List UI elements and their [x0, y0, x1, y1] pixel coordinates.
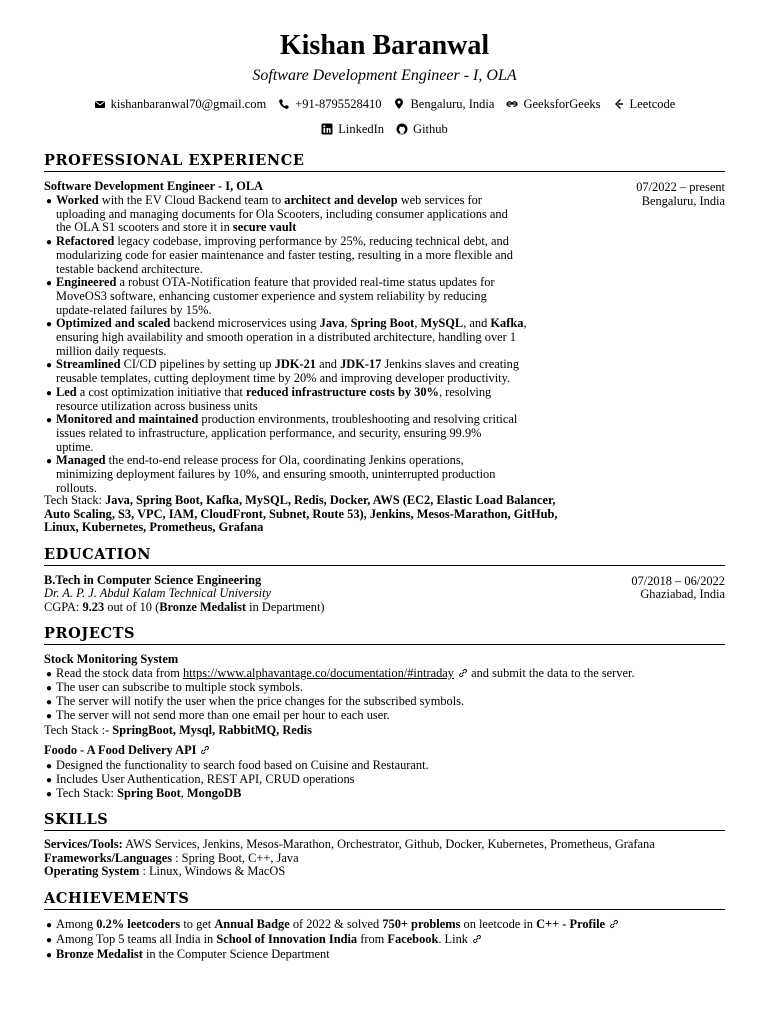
bullet-item [56, 194, 482, 208]
text: the end-to-end release process for Ola, coordinating Jenkins operations, [105, 453, 464, 468]
education-location: Ghaziabad, India [640, 587, 725, 601]
text-line [44, 508, 557, 522]
bold-text: 0.2% leetcoders [96, 917, 181, 931]
text-line [56, 304, 212, 318]
text: to get [180, 917, 215, 931]
text-line [56, 345, 166, 359]
bold-text: Managed [56, 453, 106, 468]
text: Read the stock data from [56, 666, 183, 680]
bullet-item [56, 787, 241, 801]
contact-text: LinkedIn [338, 122, 385, 136]
text: The server will not send more than one email per hour to each user. [56, 708, 390, 722]
bullet-mark: ● [46, 789, 53, 800]
bold-text: MySQL [420, 316, 464, 331]
bold-text: 750+ problems [382, 917, 461, 931]
text-line [44, 521, 263, 535]
text: ensuring high availability and smooth operation in a distributed architecture, handling over 1 [56, 330, 517, 344]
bold-text: MongoDB [186, 786, 242, 800]
bullet-mark: ● [46, 761, 53, 772]
text-line [56, 400, 258, 414]
project-title-foodo[interactable] [44, 744, 210, 758]
contact-text: Bengaluru, India [410, 97, 495, 111]
bold-text: Refactored [56, 234, 115, 249]
bullet-mark: ● [46, 237, 53, 249]
link-icon[interactable] [458, 668, 468, 678]
bullet-item [56, 386, 491, 400]
text-line [56, 208, 508, 222]
education-dates: 07/2018 – 06/2022 [631, 574, 725, 588]
bold-text: architect and develop [284, 193, 398, 207]
project-stock-tech [44, 724, 312, 738]
text-line [56, 331, 516, 345]
text: The server will notify the user when the price changes for the subscribed symbols. [56, 694, 465, 708]
bullet-item [56, 695, 464, 709]
bold-text: Led [56, 384, 77, 399]
text-line [44, 865, 285, 879]
experience-role: Software Development Engineer - I, OLA [44, 179, 264, 193]
contact-item-mail[interactable] [94, 97, 267, 112]
bold-text: secure vault [232, 220, 297, 235]
text-line [56, 468, 495, 482]
bullet-item [56, 948, 330, 962]
section-heading-education: EDUCATION [44, 546, 725, 566]
text: Among Top 5 teams all India in [56, 932, 217, 946]
bullet-item [56, 773, 355, 787]
bullet-mark: ● [46, 950, 53, 961]
text: Jenkins slaves and creating [381, 357, 520, 372]
bold-text: Auto Scaling, S3, VPC, IAM, CloudFront, Subnet, Route 53), Jenkins, Mesos-Marathon, GitHub, [44, 506, 558, 521]
text-line [56, 290, 487, 304]
bullet-mark: ● [46, 196, 53, 207]
bold-text: Spring Boot [117, 786, 181, 800]
geeksforgeeks-icon [506, 98, 518, 110]
contact-text: Leetcode [629, 97, 676, 111]
linkedin-icon [321, 123, 333, 135]
bold-text: Streamlined [56, 357, 121, 372]
contact-item-leetcode[interactable] [613, 97, 676, 112]
text: reusable templates, cutting deployment time by 20% and improving developer productivity. [56, 371, 511, 386]
text: CGPA: [44, 600, 83, 614]
bullet-item [56, 454, 464, 468]
contact-text: GeeksforGeeks [523, 97, 601, 111]
text: : Spring Boot, C++, Java [172, 850, 299, 865]
text-line [56, 249, 513, 263]
text: million daily requests. [56, 343, 167, 358]
text: , [414, 316, 421, 331]
text: rollouts. [56, 480, 97, 495]
text: from [357, 932, 388, 946]
link-icon[interactable] [472, 934, 482, 944]
bold-text: Java [319, 316, 345, 331]
bullet-item [56, 681, 303, 695]
section-heading-skills: SKILLS [44, 811, 725, 831]
candidate-name: Kishan Baranwal [279, 30, 490, 61]
text: uptime. [56, 439, 94, 454]
text: with the EV Cloud Backend team to [98, 193, 285, 207]
bullet-mark: ● [46, 683, 53, 694]
text: on leetcode in [460, 917, 537, 931]
education-degree: B.Tech in Computer Science Engineering [44, 573, 262, 587]
text: minimizing deployment failures by 10%, and ensuring smooth, uninterrupted production [56, 467, 496, 481]
section-heading-achievements: ACHIEVEMENTS [44, 890, 725, 910]
bold-text: C++ - Profile [536, 917, 606, 931]
text: CI/CD pipelines by setting up [120, 357, 275, 372]
text: uploading and managing documents for Ola Scooters, including consumer applications and [56, 206, 508, 221]
contact-item-linkedin[interactable] [321, 122, 384, 137]
text-line [56, 372, 510, 386]
text: of 2022 & solved [289, 917, 383, 931]
bold-text: SpringBoot, Mysql, RabbitMQ, Redis [112, 723, 312, 737]
bold-text: Kafka [490, 316, 524, 331]
text: in the Computer Science Department [142, 947, 330, 961]
text: Tech Stack :- [44, 723, 113, 737]
bold-text: Spring Boot [350, 316, 415, 331]
bold-text: Facebook [387, 932, 439, 946]
contact-item-github[interactable] [396, 122, 448, 137]
bold-text: Worked [56, 193, 99, 207]
text: issues related to infrastructure, application performance, and security, ensuring 99.9% [56, 425, 482, 440]
link-icon[interactable] [609, 919, 619, 929]
bullet-item [56, 276, 495, 290]
section-heading-experience: PROFESSIONAL EXPERIENCE [44, 152, 725, 172]
text: modularizing code for easier maintenance and faster testing, resulting in a more flexible and [56, 247, 513, 262]
text: in Department) [246, 600, 325, 614]
text: AWS Services, Jenkins, Mesos-Marathon, Orchestrator, Github, Docker, Kubernetes, Prometheus, Grafana [122, 837, 655, 851]
text-line [56, 221, 296, 235]
text: web services for [397, 193, 482, 207]
bold-text: Operating System [44, 864, 140, 878]
bold-text: Services/Tools: [44, 837, 123, 851]
experience-dates: 07/2022 – present [636, 180, 725, 194]
contact-item-phone[interactable] [278, 97, 381, 112]
text: Includes User Authentication, REST API, CRUD operations [56, 772, 355, 786]
text-line [56, 441, 94, 455]
text: backend microservices using [170, 316, 320, 331]
bullet-mark: ● [46, 920, 53, 931]
text: , [180, 786, 187, 800]
text-line [44, 494, 555, 508]
text: a robust OTA-Notification feature that provided real-time status updates for [116, 275, 495, 290]
contact-item-geeksforgeeks[interactable] [506, 97, 600, 112]
candidate-title: Software Development Engineer - I, OLA [252, 67, 517, 84]
contact-item-location[interactable] [393, 97, 494, 112]
bullet-mark: ● [46, 697, 53, 708]
section-heading-projects: PROJECTS [44, 625, 725, 645]
contact-text: kishanbaranwal70@gmail.com [110, 97, 267, 111]
contact-text: +91-8795528410 [295, 97, 382, 111]
bullet-mark: ● [46, 387, 53, 399]
bullet-item [56, 235, 509, 249]
leetcode-icon [613, 98, 625, 110]
mail-icon [94, 98, 106, 110]
phone-icon [278, 98, 290, 110]
bold-text: Bronze Medalist [159, 600, 247, 614]
bold-text: Engineered [56, 275, 117, 290]
bold-text: JDK-21 [274, 357, 316, 372]
bold-text: Optimized and scaled [56, 316, 171, 331]
text: and [315, 357, 341, 372]
text: resource utilization across business units [56, 398, 258, 413]
bullet-item [56, 933, 482, 947]
text: , resolving [438, 384, 492, 399]
location-icon [393, 98, 405, 110]
bullet-mark: ● [46, 935, 53, 946]
bullet-item [56, 709, 390, 723]
text: Tech Stack: [56, 786, 118, 800]
experience-location: Bengaluru, India [641, 194, 725, 208]
link-icon[interactable] [200, 745, 210, 755]
bold-text: Java, Spring Boot, Kafka, MySQL, Redis, Docker, AWS (EC2, Elastic Load Balancer, [105, 493, 556, 507]
bullet-mark: ● [46, 415, 53, 427]
text-line [56, 263, 203, 277]
text: , and [463, 316, 491, 331]
text: testable backend architecture. [56, 261, 203, 276]
bold-text: 9.23 [82, 600, 105, 614]
text: production environments, troubleshooting and resolving critical [198, 412, 518, 427]
contact-row-2 [44, 122, 725, 137]
text: the OLA S1 scooters and store it in [56, 220, 233, 235]
bullet-mark: ● [46, 278, 53, 290]
bullet-mark: ● [46, 669, 53, 680]
bullet-item [56, 358, 519, 372]
text: , [344, 316, 351, 331]
bullet-mark: ● [46, 319, 53, 331]
bold-text: Linux, Kubernetes, Prometheus, Grafana [44, 520, 264, 535]
text: : Linux, Windows & MacOS [139, 864, 286, 878]
bold-text: Frameworks/Languages [44, 850, 173, 865]
text: out of 10 ( [104, 600, 160, 614]
bullet-item [56, 759, 429, 773]
contact-text: Github [413, 122, 448, 136]
github-icon [396, 123, 408, 135]
bold-text: School of Innovation India [216, 932, 358, 946]
text: and submit the data to the server. [468, 666, 635, 680]
education-university: Dr. A. P. J. Abdul Kalam Technical University [44, 586, 272, 600]
bold-text: Bronze Medalist [56, 947, 143, 961]
bullet-item [56, 667, 635, 681]
project-title-foodo-text: Foodo - A Food Delivery API [44, 743, 197, 757]
text: Designed the functionality to search food based on Cuisine and Restaurant. [56, 758, 429, 772]
text: Among [56, 917, 97, 931]
bullet-item [56, 413, 517, 427]
project-title-stock: Stock Monitoring System [44, 652, 179, 666]
text: a cost optimization initiative that [76, 384, 246, 399]
text: update-related failures by 15%. [56, 302, 212, 317]
url-link[interactable]: https://www.alphavantage.co/documentation/#intraday [182, 666, 454, 680]
bullet-mark: ● [46, 775, 53, 786]
contact-row-1 [44, 97, 725, 112]
bullet-mark: ● [46, 711, 53, 722]
bold-text: JDK-17 [340, 357, 382, 372]
bold-text: Monitored and maintained [56, 412, 199, 427]
text: MoveOS3 software, enhancing customer experience and system reliability by reducing [56, 288, 487, 303]
bullet-mark: ● [46, 360, 53, 372]
text: The user can subscribe to multiple stock symbols. [56, 680, 304, 694]
text-line [56, 427, 482, 441]
text: Tech Stack: [44, 493, 106, 507]
bullet-item [56, 317, 527, 331]
text: legacy codebase, improving performance by 25%, reducing technical debt, and [114, 234, 509, 249]
bold-text: Annual Badge [214, 917, 290, 931]
bullet-mark: ● [46, 456, 53, 468]
education-cgpa [44, 601, 325, 615]
bold-text: reduced infrastructure costs by 30% [245, 384, 439, 399]
bullet-item [56, 918, 619, 932]
text: . Link [438, 932, 468, 946]
text: , [523, 316, 527, 331]
